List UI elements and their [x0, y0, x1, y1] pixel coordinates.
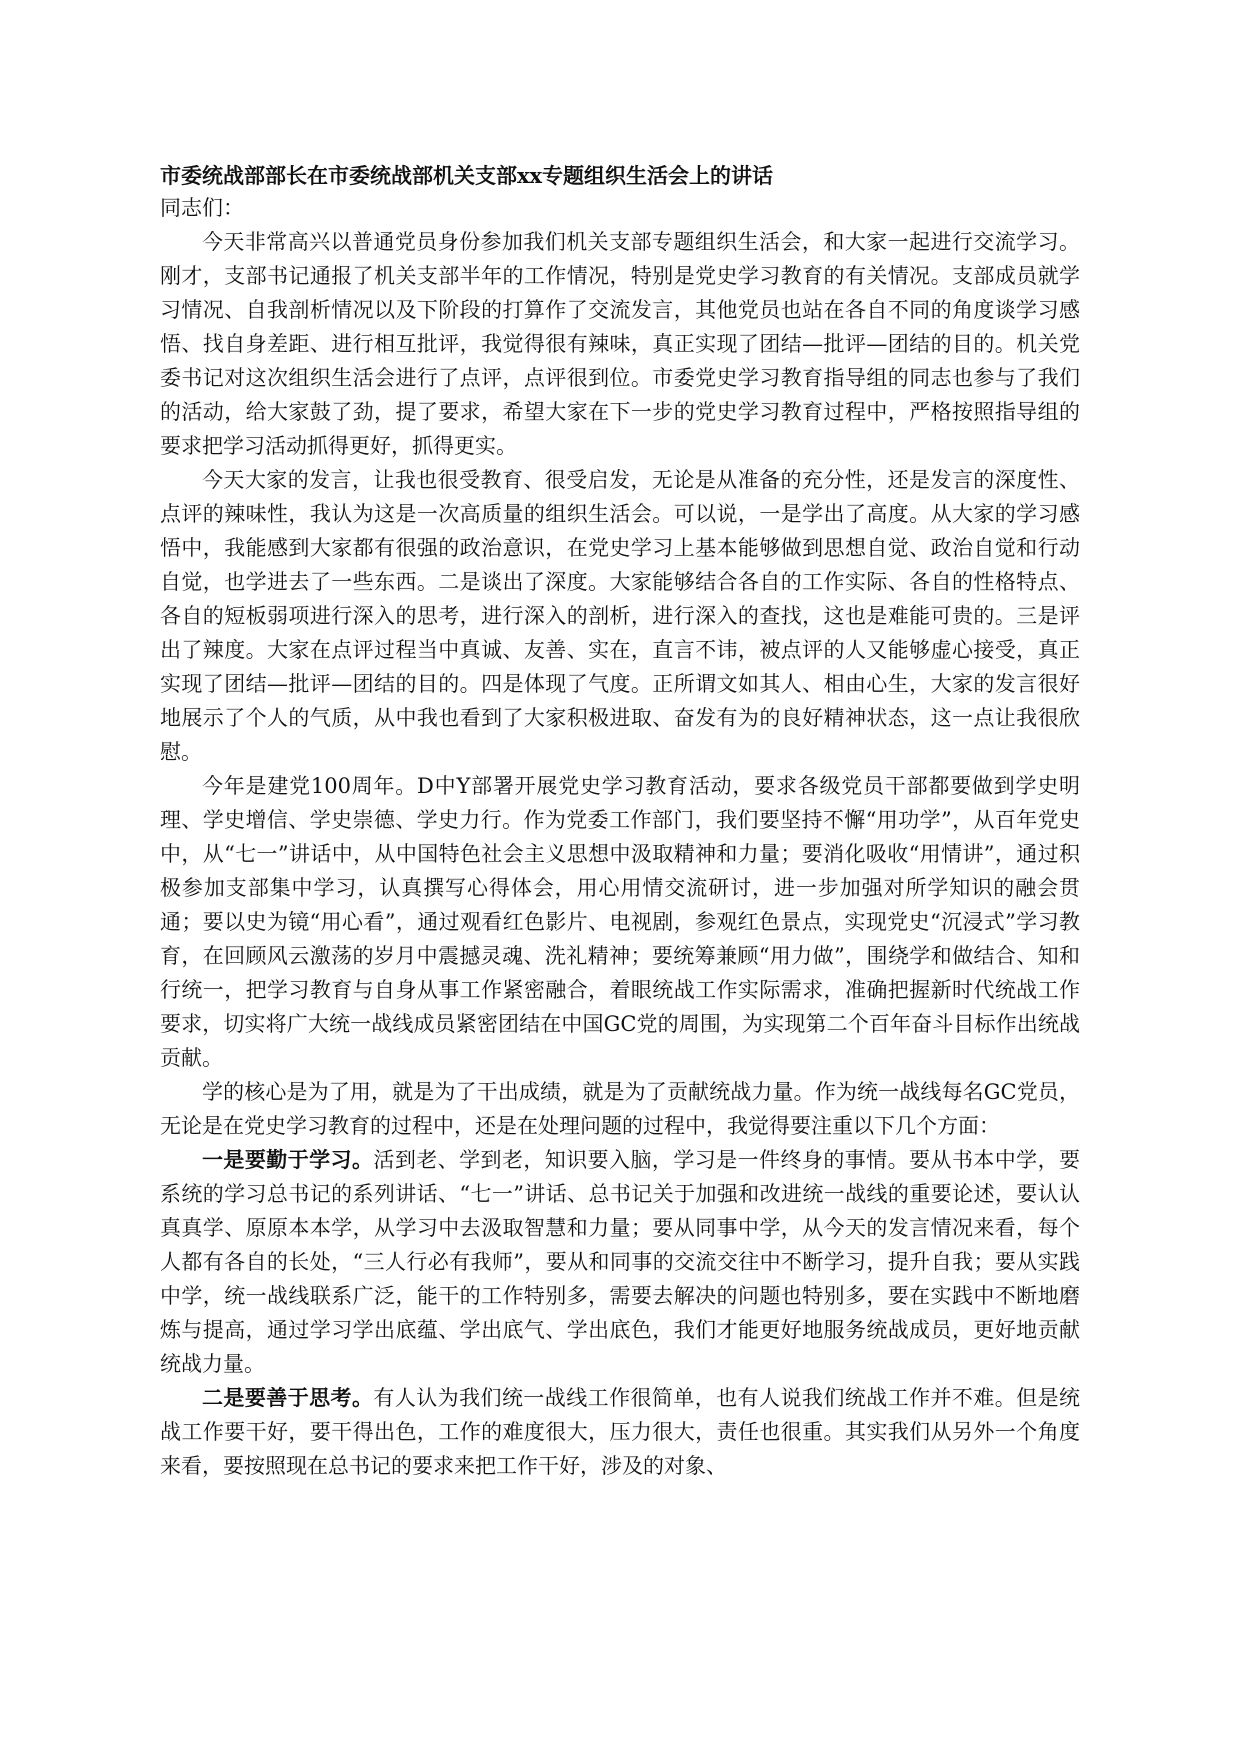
paragraph-2-text: 今天大家的发言，让我也很受教育、很受启发，无论是从准备的充分性，还是发言的深度性、点评的辣味性，我认为这是一次高质量的组织生活会。可以说，一是学出了高度。从大家的学习感悟中，我能感到大家都有很强的政治意识，在党史学习上基本能够做到思想自觉、政治自觉和行动自觉，也学进去了一些东西。二是谈出了深度。大家能够结合各自的工作实际、各自的性格特点、各自的短板弱项进行深入的思考，进行深入的剖析，进行深入的查找，这也是难能可贵的。三是评出了辣度。大家在点评过程当中真诚、友善、实在，直言不讳，被点评的人又能够虚心接受，真正实现了团结—批评—团结的目的。四是体现了气度。正所谓文如其人、相由心生，大家的发言很好地展示了个人的气质，从中我也看到了大家积极进取、奋发有为的良好精神状态，这一点让我很欣慰。	[160, 468, 1080, 764]
paragraph-5	[160, 1143, 1080, 1381]
document-title: 市委统战部部长在市委统战部机关支部xx专题组织生活会上的讲话	[160, 163, 774, 188]
paragraph-5-text: 活到老、学到老，知识要入脑，学习是一件终身的事情。要从书本中学，要系统的学习总书记的系列讲话、“七一”讲话、总书记关于加强和改进统一战线的重要论述，要认认真真学、原原本本学，从学习中去汲取智慧和力量；要从同事中学，从今天的发言情况来看，每个人都有各自的长处，“三人行必有我师”，要从和同事的交流交往中不断学习，提升自我；要从实践中学，统一战线联系广泛，能干的工作特别多，需要去解决的问题也特别多，要在实践中不断地磨炼与提高，通过学习学出底蕴、学出底气、学出底色，我们才能更好地服务统战成员，更好地贡献统战力量。	[160, 1148, 1081, 1376]
paragraph-2	[160, 463, 1080, 769]
paragraph-1-text: 今天非常高兴以普通党员身份参加我们机关支部专题组织生活会，和大家一起进行交流学习。刚才，支部书记通报了机关支部半年的工作情况，特别是党史学习教育的有关情况。支部成员就学习情况、自我剖析情况以及下阶段的打算作了交流发言，其他党员也站在各自不同的角度谈学习感悟、找自身差距、进行相互批评，我觉得很有辣味，真正实现了团结—批评—团结的目的。机关党委书记对这次组织生活会进行了点评，点评很到位。市委党史学习教育指导组的同志也参与了我们的活动，给大家鼓了劲，提了要求，希望大家在下一步的党史学习教育过程中，严格按照指导组的要求把学习活动抓得更好，抓得更实。	[160, 230, 1080, 458]
paragraph-3-text: 今年是建党100周年。D中Y部署开展党史学习教育活动，要求各级党员干部都要做到学史明理、学史增信、学史崇德、学史力行。作为党委工作部门，我们要坚持不懈“用功学”，从百年党史中，从“七一”讲话中，从中国特色社会主义思想中汲取精神和力量；要消化吸收“用情讲”，通过积极参加支部集中学习，认真撰写心得体会，用心用情交流研讨，进一步加强对所学知识的融会贯通；要以史为镜“用心看”，通过观看红色影片、电视剧，参观红色景点，实现党史“沉浸式”学习教育，在回顾风云激荡的岁月中震撼灵魂、洗礼精神；要统筹兼顾“用力做”，围绕学和做结合、知和行统一，把学习教育与自身从事工作紧密融合，着眼统战工作实际需求，准确把握新时代统战工作要求，切实将广大统一战线成员紧密团结在中国GC党的周围，为实现第二个百年奋斗目标作出统战贡献。	[160, 774, 1080, 1070]
salutation: 同志们：	[160, 196, 244, 220]
paragraph-1	[160, 225, 1080, 463]
paragraph-6-heading: 二是要善于思考。	[202, 1385, 374, 1410]
document-page	[160, 160, 1080, 1483]
paragraph-3	[160, 769, 1080, 1075]
paragraph-4-text: 学的核心是为了用，就是为了干出成绩，就是为了贡献统战力量。作为统一战线每名GC党员，无论是在党史学习教育的过程中，还是在处理问题的过程中，我觉得要注重以下几个方面：	[160, 1080, 1080, 1138]
paragraph-4	[160, 1075, 1080, 1143]
paragraph-6	[160, 1381, 1080, 1483]
paragraph-5-heading: 一是要勤于学习。	[202, 1147, 374, 1172]
paragraph-6-text: 有人认为我们统一战线工作很简单，也有人说我们统战工作并不难。但是统战工作要干好，要干得出色，工作的难度很大，压力很大，责任也很重。其实我们从另外一个角度来看，要按照现在总书记的要求来把工作干好，涉及的对象、	[160, 1386, 1081, 1478]
